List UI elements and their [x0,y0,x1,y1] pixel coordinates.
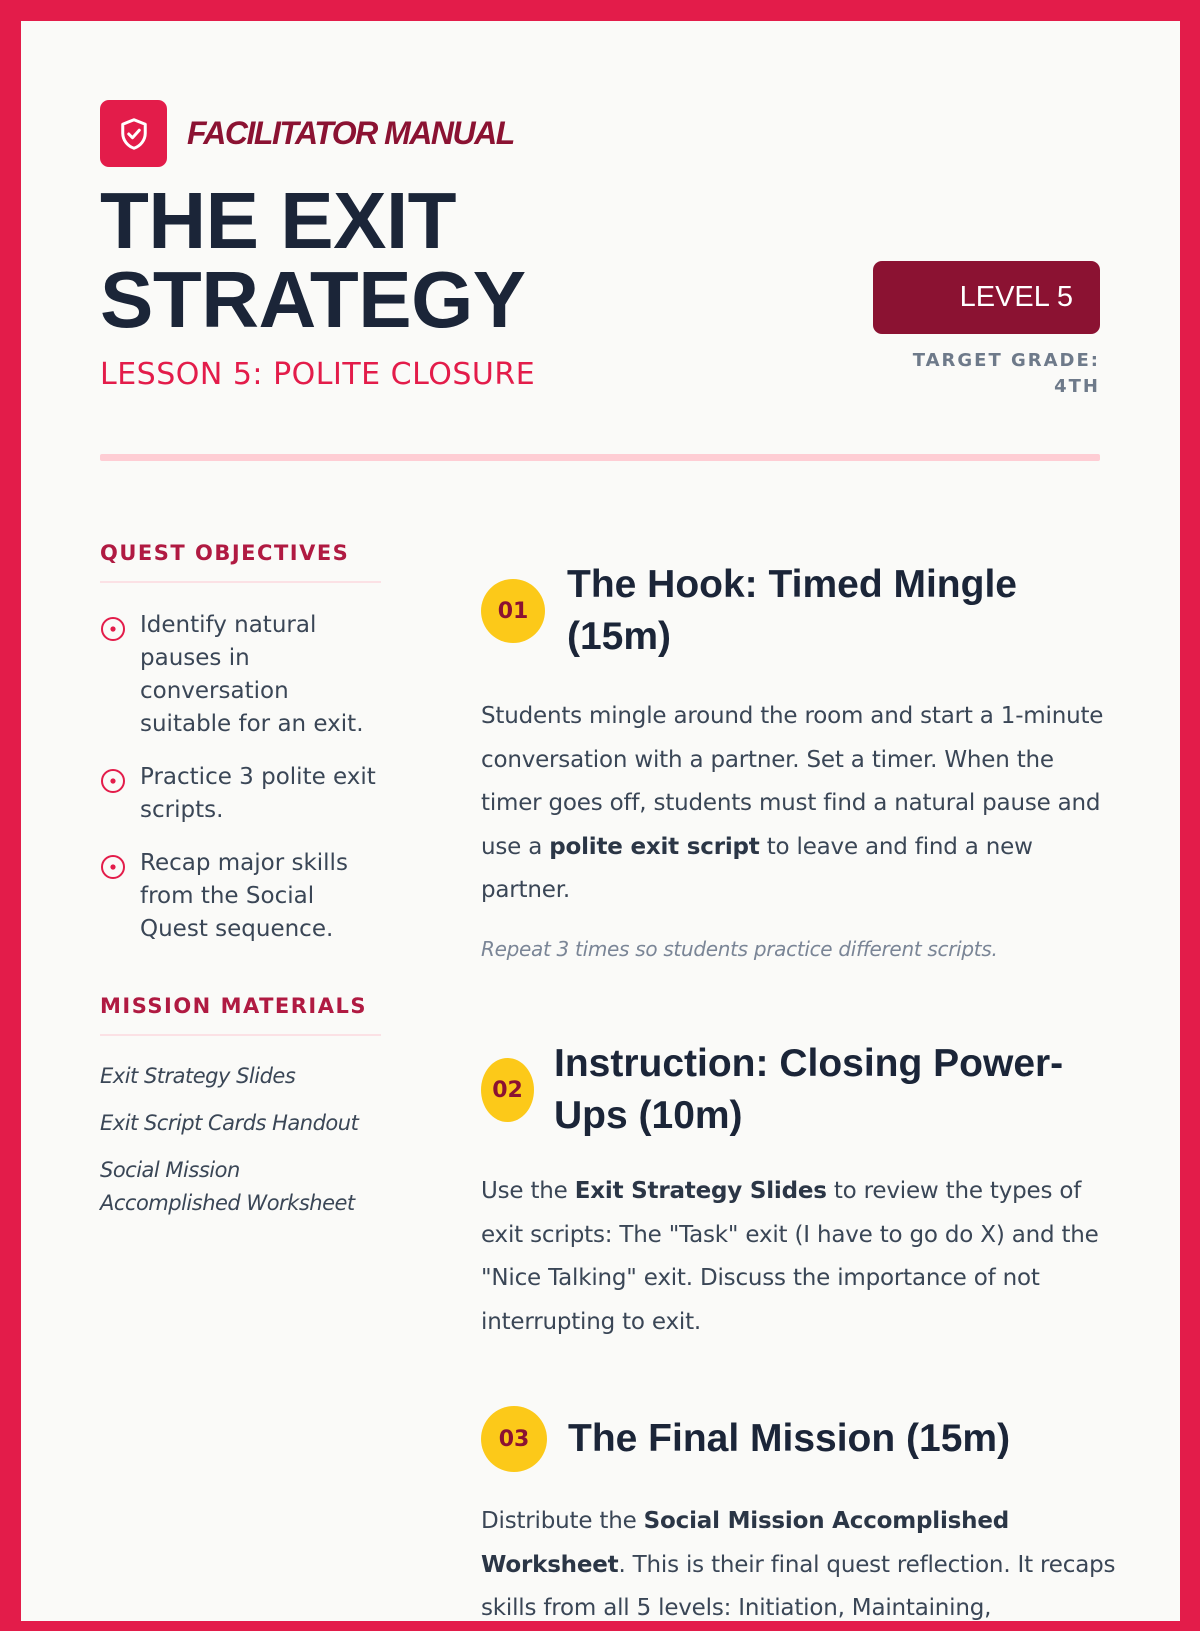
manual-page [21,21,1180,1621]
objectives-heading: QUEST OBJECTIVES [100,541,381,583]
step-body-emphasis: polite exit script [549,833,760,860]
objective-item [100,761,381,827]
step-body-emphasis: Exit Strategy Slides [574,1178,827,1204]
step-body-text: to leave and find a new partner. [481,833,1033,903]
step-title: Instruction: Closing Power-Ups (10m) [554,1042,1064,1137]
brand [100,100,514,167]
target-icon [100,616,126,642]
page-title [100,176,720,344]
step-2 [481,1038,1121,1344]
sidebar [100,541,381,1234]
step-number-badge: 02 [481,1058,534,1122]
brand-label: FACILITATOR MANUAL [187,115,514,151]
materials-heading: MISSION MATERIALS [100,994,381,1036]
step-body-text: Distribute the [481,1508,644,1534]
step-title: The Final Mission (15m) [568,1417,1011,1460]
step-header [481,1038,1121,1142]
objectives-list [100,609,381,946]
lesson-subtitle: LESSON 5: POLITE CLOSURE [100,357,536,392]
step-header [481,1406,1121,1472]
step-1 [481,559,1121,961]
target-icon [100,854,126,880]
step-note: Repeat 3 times so students practice different scripts. [481,936,998,961]
objective-text: Practice 3 polite exit scripts. [140,764,376,823]
header-divider [100,454,1100,461]
objective-item [100,609,381,741]
material-item: Exit Script Cards Handout [100,1111,359,1135]
objective-text: Recap major skills from the Social Quest sequence. [140,850,348,942]
level-badge: LEVEL 5 [873,261,1100,334]
material-item: Social Mission Accomplished Worksheet [100,1158,355,1215]
objective-text: Identify natural pauses in conversation suitable for an exit. [140,612,364,737]
target-icon [100,768,126,794]
step-body [481,1500,1121,1631]
title-line-2: STRATEGY [100,255,526,344]
target-grade: TARGET GRADE: 4TH [912,350,1100,397]
step-header [481,559,1121,663]
title-line-1: THE EXIT [100,176,457,265]
step-body [481,695,1121,913]
step-title: The Hook: Timed Mingle (15m) [567,563,1017,658]
step-number-badge: 03 [481,1406,547,1472]
step-body-text: . This is their final quest reflection. It recaps skills from all 5 levels: Initiation, Maintaining, [481,1551,1116,1621]
material-item: Exit Strategy Slides [100,1064,296,1088]
step-number-badge: 01 [481,579,545,643]
materials-list [100,1060,381,1220]
step-body-text: Use the [481,1178,575,1204]
objective-item [100,847,381,946]
step-body-emphasis: Social Mission Accomplished Worksheet [481,1508,1009,1578]
shield-check-icon [100,100,167,167]
step-body-text: Students mingle around the room and start a 1-minute conversation with a partner. Set a timer. When the timer goes off, students must find a natural pause and use a [481,703,1104,860]
step-body-text: to review the types of exit scripts: The "Task" exit (I have to go do X) and the "Nice Talking" exit. Discuss the importance of not interrupting to exit. [481,1178,1099,1335]
step-body [481,1170,1121,1344]
step-3 [481,1406,1121,1631]
